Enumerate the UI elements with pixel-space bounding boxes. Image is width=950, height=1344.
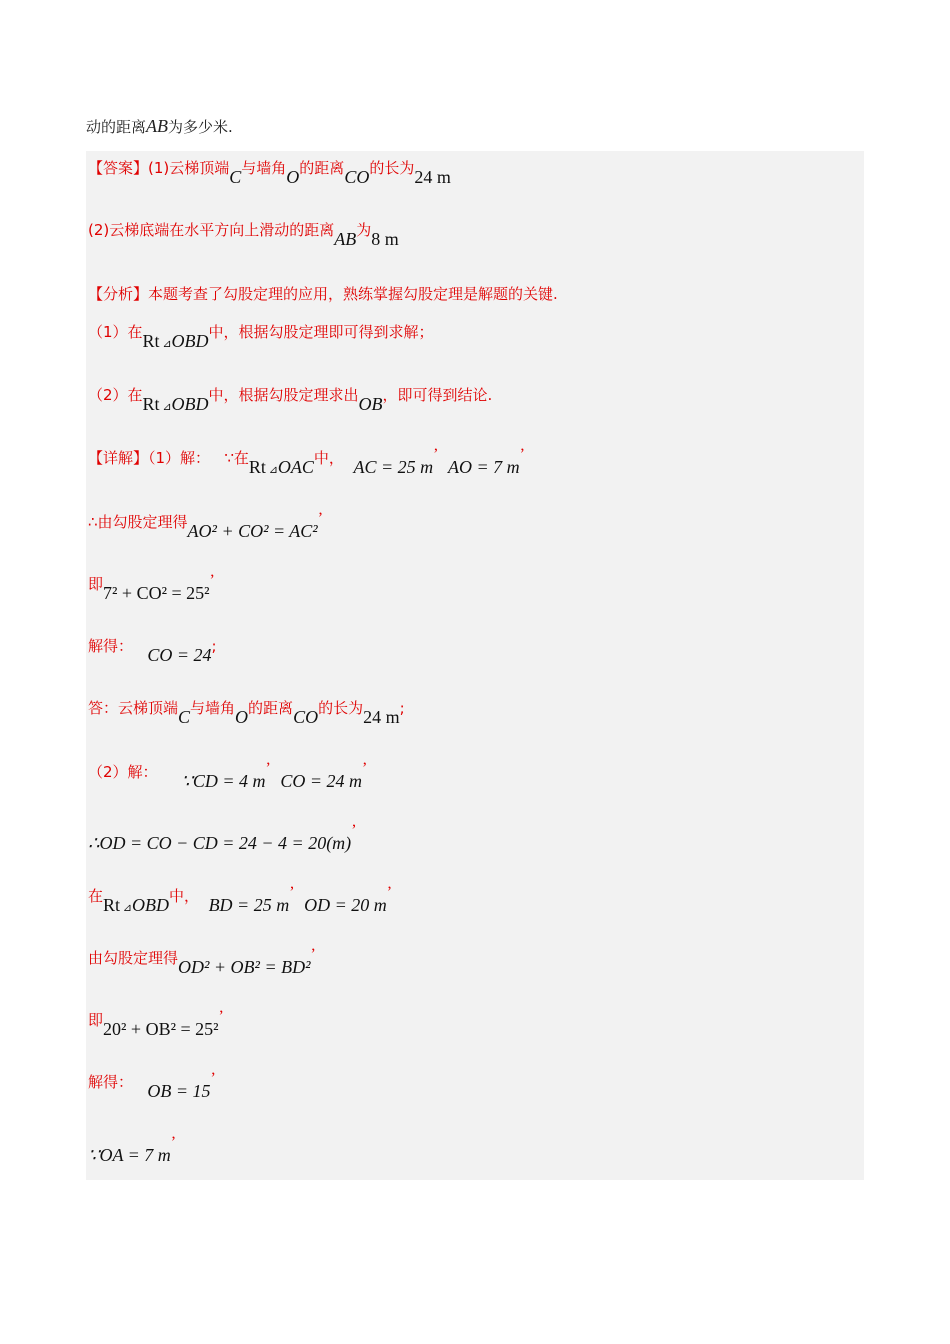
detail-text: 解得： [88, 1073, 134, 1091]
intro-text: 动的距离 [86, 118, 147, 136]
detail-text: 的距离 [248, 699, 294, 717]
analysis-text: （1）在 [88, 323, 143, 341]
var-co: CO [293, 707, 319, 727]
eq-ao: AO = 7 m [448, 457, 520, 477]
detail-line-11: 解得： OB = 15’ [88, 1070, 216, 1101]
detail-text: 答：云梯顶端 [88, 699, 179, 717]
answer-value-2: 8 m [371, 229, 399, 249]
detail-text: ∴由勾股定理得 [88, 513, 188, 531]
solution-box [86, 151, 864, 1180]
triangle-icon: ⊿ [159, 401, 172, 413]
detail-text: ∵在 [224, 449, 249, 467]
detail-text: 的长为 [318, 699, 364, 717]
var-o: O [286, 167, 300, 187]
triangle-icon: ⊿ [120, 902, 132, 914]
detail-text: （1）解： [148, 449, 211, 467]
rt-text: Rt [248, 457, 266, 477]
var-obd: OBD [171, 331, 209, 351]
detail-text: 与墙角 [190, 699, 236, 717]
detail-text: 即 [88, 1011, 104, 1029]
intro-var: AB [146, 116, 169, 136]
detail-text: 解得： [88, 637, 134, 655]
var-co: CO [344, 167, 370, 187]
var-o: O [235, 707, 249, 727]
detail-line-9: 由勾股定理得OD² + OB² = BD²’ [88, 946, 316, 977]
answer-line-1 [88, 157, 451, 187]
answer-line-2 [88, 219, 399, 249]
answer-text: 的长为 [369, 159, 415, 177]
eq-co-24: CO = 24 m [280, 771, 363, 791]
intro-post: 为多少米. [168, 118, 233, 136]
var-obd: OBD [171, 394, 209, 414]
detail-line-2: ∴由勾股定理得AO² + CO² = AC²’ [88, 510, 324, 541]
detail-text: （2）解： [88, 763, 158, 781]
answer-label: 【答案】 [88, 159, 149, 177]
var-ob: OB [358, 394, 383, 414]
detail-text: 由勾股定理得 [88, 949, 179, 967]
analysis-point-2 [88, 384, 493, 414]
detail-line-5: 答：云梯顶端C与墙角O的距离CO的长为24 m; [88, 699, 405, 727]
eq-co: CO = 24 [147, 645, 212, 665]
detail-line-1: 【详解】（1）解： ∵在Rt $_⊿$OAC中， AC = 25 m’ AO = 7 m’ [88, 446, 525, 477]
var-c: C [178, 707, 191, 727]
answer-text: 为 [356, 221, 372, 239]
var-c: C [229, 167, 242, 187]
eq-cd: ∵CD = 4 m [181, 771, 266, 791]
rt-text: Rt [142, 331, 160, 351]
detail-line-4: 解得： CO = 24; [88, 637, 217, 665]
detail-label: 【详解】 [88, 449, 149, 467]
answer-text: (2)云梯底端在水平方向上滑动的距离 [88, 221, 335, 239]
detail-line-8: 在Rt $_⊿$OBD中， BD = 25 m’ OD = 20 m’ [88, 884, 393, 915]
detail-text: 即 [88, 575, 104, 593]
analysis-label: 【分析】 [88, 285, 149, 303]
eq-ob: OB = 15 [147, 1081, 211, 1101]
detail-line-3: 即7² + CO² = 25²’ [88, 572, 215, 603]
rt-text: Rt [103, 895, 121, 915]
detail-text: 在 [88, 887, 104, 905]
eq-pythag-2: 7² + CO² = 25² [103, 583, 210, 603]
analysis-text: 中，根据勾股定理求出 [208, 386, 359, 404]
var-oac: OAC [277, 457, 314, 477]
analysis-text: 中，根据勾股定理即可得到求解； [208, 323, 434, 341]
eq-bd: BD = 25 m [208, 895, 290, 915]
detail-text: 中， [169, 887, 200, 905]
detail-line-12: ∵OA = 7 m’ [88, 1134, 177, 1165]
answer-text: (1)云梯顶端 [148, 159, 230, 177]
var-obd: OBD [132, 895, 169, 915]
eq-od: ∴OD = CO − CD = 24 − 4 = 20(m) [88, 833, 352, 853]
analysis-text: （2）在 [88, 386, 143, 404]
analysis-text: ，即可得到结论. [382, 386, 493, 404]
analysis-text: 本题考查了勾股定理的应用，熟练掌握勾股定理是解题的关键. [148, 285, 558, 303]
detail-line-7: ∴OD = CO − CD = 24 − 4 = 20(m)’ [88, 822, 357, 853]
eq-od-20: OD = 20 m [304, 895, 387, 915]
analysis-point-1 [88, 321, 434, 351]
answer-value: 24 m [363, 707, 400, 727]
var-ab: AB [334, 229, 357, 249]
analysis-line [88, 283, 558, 304]
detail-text: 中， [313, 449, 344, 467]
eq-pythag-4: 20² + OB² = 25² [103, 1019, 219, 1039]
answer-value-1: 24 m [414, 167, 451, 187]
answer-text: 的距离 [299, 159, 345, 177]
answer-text: 与墙角 [241, 159, 287, 177]
eq-ac: AC = 25 m [353, 457, 434, 477]
rt-text: Rt [142, 394, 160, 414]
detail-line-10: 即20² + OB² = 25²’ [88, 1008, 224, 1039]
eq-pythag-3: OD² + OB² = BD² [178, 957, 311, 977]
eq-pythag-1: AO² + CO² = AC² [187, 521, 318, 541]
triangle-icon: ⊿ [159, 338, 172, 350]
eq-oa: ∵OA = 7 m [88, 1145, 171, 1165]
detail-line-6: （2）解： ∵CD = 4 m’ CO = 24 m’ [88, 760, 368, 791]
triangle-icon: ⊿ [265, 464, 278, 476]
intro-line [86, 116, 233, 137]
